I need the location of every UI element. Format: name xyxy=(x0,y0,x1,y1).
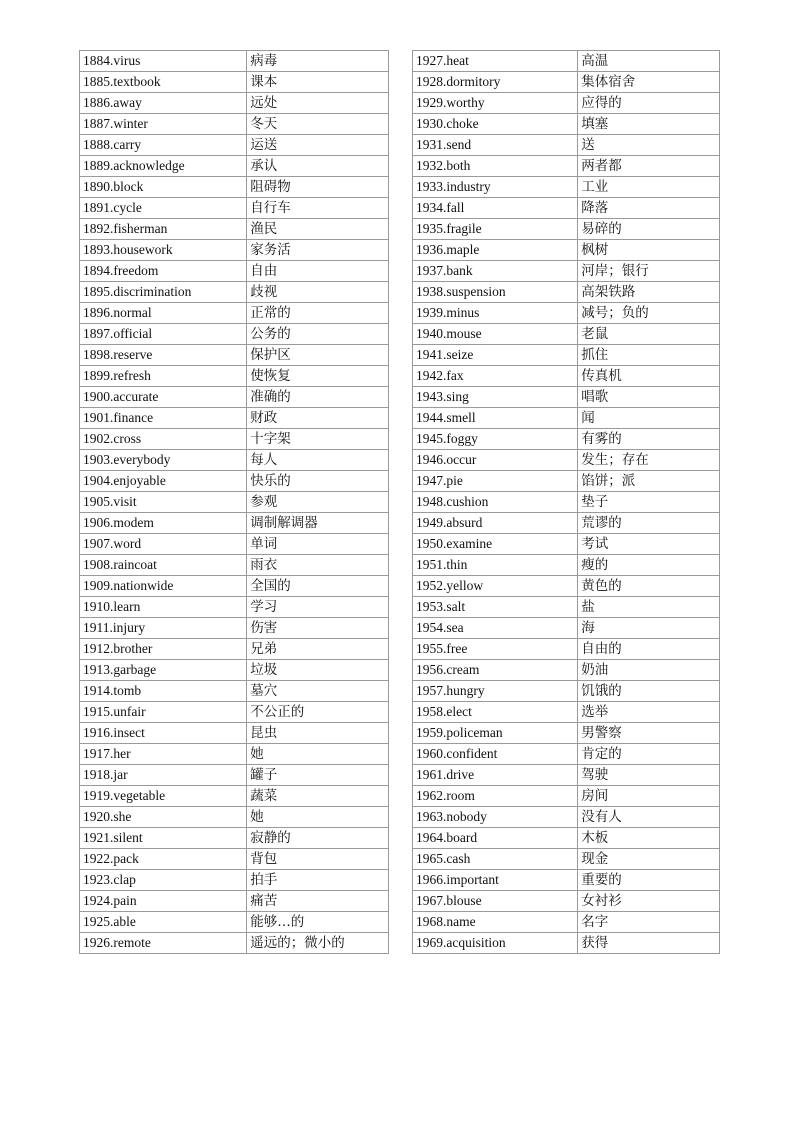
vocab-word: 1895.discrimination xyxy=(80,282,247,303)
vocab-meaning: 重要的 xyxy=(578,870,720,891)
vocab-meaning: 自行车 xyxy=(247,198,389,219)
vocab-row xyxy=(80,660,389,681)
vocab-meaning: 保护区 xyxy=(247,345,389,366)
vocab-row xyxy=(80,492,389,513)
vocab-word: 1896.normal xyxy=(80,303,247,324)
vocab-word: 1925.able xyxy=(80,912,247,933)
vocab-meaning: 瘦的 xyxy=(578,555,720,576)
vocab-meaning: 伤害 xyxy=(247,618,389,639)
vocab-row xyxy=(80,324,389,345)
vocab-row xyxy=(413,933,720,954)
vocab-meaning: 她 xyxy=(247,807,389,828)
vocab-row xyxy=(80,450,389,471)
vocab-word: 1912.brother xyxy=(80,639,247,660)
vocab-meaning: 雨衣 xyxy=(247,555,389,576)
vocab-row xyxy=(80,618,389,639)
vocab-meaning: 河岸；银行 xyxy=(578,261,720,282)
vocab-row xyxy=(413,891,720,912)
vocab-meaning: 考试 xyxy=(578,534,720,555)
vocab-row xyxy=(413,51,720,72)
vocab-meaning: 两者都 xyxy=(578,156,720,177)
vocab-word: 1947.pie xyxy=(413,471,578,492)
vocab-meaning: 学习 xyxy=(247,597,389,618)
vocab-meaning: 工业 xyxy=(578,177,720,198)
vocab-meaning: 黄色的 xyxy=(578,576,720,597)
vocab-table-right-body xyxy=(413,51,720,954)
vocab-row xyxy=(413,135,720,156)
vocab-word: 1941.seize xyxy=(413,345,578,366)
vocab-meaning: 现金 xyxy=(578,849,720,870)
vocab-word: 1951.thin xyxy=(413,555,578,576)
vocab-meaning: 全国的 xyxy=(247,576,389,597)
vocab-row xyxy=(80,177,389,198)
vocab-table-right xyxy=(412,50,720,954)
vocab-meaning: 课本 xyxy=(247,72,389,93)
vocab-meaning: 病毒 xyxy=(247,51,389,72)
vocab-word: 1930.choke xyxy=(413,114,578,135)
vocab-row xyxy=(80,702,389,723)
vocab-meaning: 唱歌 xyxy=(578,387,720,408)
vocab-row xyxy=(413,492,720,513)
vocab-meaning: 闻 xyxy=(578,408,720,429)
vocab-word: 1965.cash xyxy=(413,849,578,870)
vocab-row xyxy=(80,891,389,912)
vocab-word: 1957.hungry xyxy=(413,681,578,702)
vocab-word: 1901.finance xyxy=(80,408,247,429)
vocab-word: 1967.blouse xyxy=(413,891,578,912)
vocab-row xyxy=(80,303,389,324)
vocab-word: 1950.examine xyxy=(413,534,578,555)
vocab-word: 1886.away xyxy=(80,93,247,114)
vocab-row xyxy=(413,576,720,597)
vocab-meaning: 遥远的；微小的 xyxy=(247,933,389,954)
vocab-row xyxy=(80,93,389,114)
vocab-meaning: 使恢复 xyxy=(247,366,389,387)
vocab-meaning: 阻碍物 xyxy=(247,177,389,198)
vocab-row xyxy=(80,597,389,618)
vocab-word: 1934.fall xyxy=(413,198,578,219)
vocab-meaning: 她 xyxy=(247,744,389,765)
vocab-row xyxy=(80,408,389,429)
vocab-row xyxy=(80,807,389,828)
vocab-meaning: 歧视 xyxy=(247,282,389,303)
vocab-word: 1946.occur xyxy=(413,450,578,471)
vocab-meaning: 易碎的 xyxy=(578,219,720,240)
vocab-row xyxy=(80,387,389,408)
vocab-meaning: 房间 xyxy=(578,786,720,807)
vocab-meaning: 填塞 xyxy=(578,114,720,135)
vocab-meaning: 垫子 xyxy=(578,492,720,513)
vocab-word: 1915.unfair xyxy=(80,702,247,723)
vocab-row xyxy=(413,660,720,681)
vocab-word: 1916.insect xyxy=(80,723,247,744)
vocab-word: 1931.send xyxy=(413,135,578,156)
vocab-meaning: 海 xyxy=(578,618,720,639)
vocab-word: 1927.heat xyxy=(413,51,578,72)
vocab-meaning: 调制解调器 xyxy=(247,513,389,534)
vocab-row xyxy=(80,72,389,93)
vocab-word: 1897.official xyxy=(80,324,247,345)
vocab-meaning: 自由的 xyxy=(578,639,720,660)
vocab-word: 1922.pack xyxy=(80,849,247,870)
vocab-word: 1949.absurd xyxy=(413,513,578,534)
vocab-row xyxy=(413,849,720,870)
vocab-row xyxy=(80,870,389,891)
vocab-word: 1959.policeman xyxy=(413,723,578,744)
vocab-word: 1932.both xyxy=(413,156,578,177)
vocab-meaning: 应得的 xyxy=(578,93,720,114)
vocab-word: 1917.her xyxy=(80,744,247,765)
vocab-row xyxy=(80,933,389,954)
vocab-row xyxy=(413,639,720,660)
vocab-meaning: 蔬菜 xyxy=(247,786,389,807)
vocab-meaning: 准确的 xyxy=(247,387,389,408)
vocab-meaning: 拍手 xyxy=(247,870,389,891)
vocab-row xyxy=(413,261,720,282)
vocab-meaning: 不公正的 xyxy=(247,702,389,723)
vocab-meaning: 名字 xyxy=(578,912,720,933)
vocab-word: 1968.name xyxy=(413,912,578,933)
vocab-word: 1964.board xyxy=(413,828,578,849)
vocab-row xyxy=(413,156,720,177)
vocab-word: 1903.everybody xyxy=(80,450,247,471)
vocab-row xyxy=(80,534,389,555)
vocab-word: 1944.smell xyxy=(413,408,578,429)
vocab-row xyxy=(413,282,720,303)
vocab-meaning: 远处 xyxy=(247,93,389,114)
vocab-word: 1952.yellow xyxy=(413,576,578,597)
vocab-row xyxy=(413,303,720,324)
vocab-meaning: 驾驶 xyxy=(578,765,720,786)
vocab-row xyxy=(80,51,389,72)
vocab-row xyxy=(80,723,389,744)
vocab-word: 1958.elect xyxy=(413,702,578,723)
vocab-meaning: 能够…的 xyxy=(247,912,389,933)
vocab-meaning: 降落 xyxy=(578,198,720,219)
vocab-row xyxy=(413,345,720,366)
vocab-row xyxy=(413,870,720,891)
vocab-word: 1899.refresh xyxy=(80,366,247,387)
vocab-word: 1960.confident xyxy=(413,744,578,765)
vocab-word: 1955.free xyxy=(413,639,578,660)
vocab-word: 1943.sing xyxy=(413,387,578,408)
vocab-word: 1910.learn xyxy=(80,597,247,618)
vocab-row xyxy=(413,702,720,723)
vocab-word: 1918.jar xyxy=(80,765,247,786)
vocab-row xyxy=(413,807,720,828)
vocab-row xyxy=(413,177,720,198)
vocab-word: 1891.cycle xyxy=(80,198,247,219)
vocab-word: 1937.bank xyxy=(413,261,578,282)
vocab-meaning: 承认 xyxy=(247,156,389,177)
vocab-row xyxy=(80,744,389,765)
vocab-row xyxy=(413,912,720,933)
vocab-word: 1914.tomb xyxy=(80,681,247,702)
vocab-row xyxy=(80,429,389,450)
vocab-row xyxy=(80,555,389,576)
vocab-meaning: 公务的 xyxy=(247,324,389,345)
vocab-meaning: 正常的 xyxy=(247,303,389,324)
vocab-meaning: 送 xyxy=(578,135,720,156)
vocab-word: 1902.cross xyxy=(80,429,247,450)
vocab-row xyxy=(413,429,720,450)
vocab-row xyxy=(80,261,389,282)
vocab-meaning: 老鼠 xyxy=(578,324,720,345)
vocab-meaning: 枫树 xyxy=(578,240,720,261)
vocab-meaning: 选举 xyxy=(578,702,720,723)
vocab-meaning: 墓穴 xyxy=(247,681,389,702)
vocab-meaning: 获得 xyxy=(578,933,720,954)
vocab-word: 1924.pain xyxy=(80,891,247,912)
vocab-word: 1921.silent xyxy=(80,828,247,849)
vocab-row xyxy=(413,114,720,135)
vocab-row xyxy=(413,828,720,849)
vocab-meaning: 盐 xyxy=(578,597,720,618)
vocab-row xyxy=(413,513,720,534)
vocab-meaning: 传真机 xyxy=(578,366,720,387)
vocab-meaning: 高温 xyxy=(578,51,720,72)
vocab-word: 1953.salt xyxy=(413,597,578,618)
vocab-meaning: 女衬衫 xyxy=(578,891,720,912)
vocab-word: 1889.acknowledge xyxy=(80,156,247,177)
vocab-row xyxy=(80,576,389,597)
vocab-meaning: 寂静的 xyxy=(247,828,389,849)
vocab-row xyxy=(80,114,389,135)
vocab-meaning: 木板 xyxy=(578,828,720,849)
vocab-row xyxy=(80,765,389,786)
vocab-row xyxy=(413,198,720,219)
vocab-row xyxy=(413,786,720,807)
vocab-meaning: 背包 xyxy=(247,849,389,870)
vocab-word: 1923.clap xyxy=(80,870,247,891)
vocab-meaning: 垃圾 xyxy=(247,660,389,681)
vocab-word: 1929.worthy xyxy=(413,93,578,114)
vocab-word: 1919.vegetable xyxy=(80,786,247,807)
vocab-row xyxy=(80,828,389,849)
vocab-meaning: 馅饼；派 xyxy=(578,471,720,492)
vocab-meaning: 快乐的 xyxy=(247,471,389,492)
vocab-meaning: 运送 xyxy=(247,135,389,156)
vocab-meaning: 单词 xyxy=(247,534,389,555)
vocab-row xyxy=(80,156,389,177)
vocab-word: 1890.block xyxy=(80,177,247,198)
vocab-meaning: 家务活 xyxy=(247,240,389,261)
vocab-row xyxy=(413,93,720,114)
vocab-word: 1963.nobody xyxy=(413,807,578,828)
vocab-row xyxy=(80,849,389,870)
vocab-meaning: 没有人 xyxy=(578,807,720,828)
vocab-word: 1962.room xyxy=(413,786,578,807)
vocab-word: 1945.foggy xyxy=(413,429,578,450)
vocab-row xyxy=(80,198,389,219)
vocab-word: 1904.enjoyable xyxy=(80,471,247,492)
vocab-meaning: 肯定的 xyxy=(578,744,720,765)
vocab-row xyxy=(413,387,720,408)
vocab-word: 1900.accurate xyxy=(80,387,247,408)
vocab-word: 1961.drive xyxy=(413,765,578,786)
vocab-row xyxy=(80,639,389,660)
vocab-row xyxy=(413,324,720,345)
vocab-row xyxy=(413,765,720,786)
vocab-row xyxy=(413,219,720,240)
vocab-row xyxy=(80,681,389,702)
vocab-row xyxy=(413,681,720,702)
vocab-word: 1894.freedom xyxy=(80,261,247,282)
vocab-table-left xyxy=(79,50,389,954)
vocab-row xyxy=(413,618,720,639)
vocab-word: 1892.fisherman xyxy=(80,219,247,240)
vocab-word: 1913.garbage xyxy=(80,660,247,681)
vocab-word: 1939.minus xyxy=(413,303,578,324)
vocab-word: 1933.industry xyxy=(413,177,578,198)
vocab-word: 1884.virus xyxy=(80,51,247,72)
vocab-word: 1942.fax xyxy=(413,366,578,387)
vocab-meaning: 有雾的 xyxy=(578,429,720,450)
vocab-meaning: 减号；负的 xyxy=(578,303,720,324)
vocab-row xyxy=(413,450,720,471)
vocab-meaning: 兄弟 xyxy=(247,639,389,660)
vocab-row xyxy=(413,366,720,387)
vocab-word: 1885.textbook xyxy=(80,72,247,93)
vocab-word: 1911.injury xyxy=(80,618,247,639)
vocab-row xyxy=(413,744,720,765)
vocab-meaning: 每人 xyxy=(247,450,389,471)
vocab-meaning: 奶油 xyxy=(578,660,720,681)
vocab-row xyxy=(80,240,389,261)
vocab-row xyxy=(413,534,720,555)
vocab-meaning: 十字架 xyxy=(247,429,389,450)
vocab-word: 1956.cream xyxy=(413,660,578,681)
vocab-word: 1893.housework xyxy=(80,240,247,261)
vocab-row xyxy=(413,240,720,261)
vocab-row xyxy=(413,597,720,618)
vocab-meaning: 罐子 xyxy=(247,765,389,786)
vocab-word: 1940.mouse xyxy=(413,324,578,345)
vocab-row xyxy=(80,219,389,240)
vocab-word: 1906.modem xyxy=(80,513,247,534)
vocab-meaning: 抓住 xyxy=(578,345,720,366)
vocab-meaning: 昆虫 xyxy=(247,723,389,744)
vocab-word: 1928.dormitory xyxy=(413,72,578,93)
vocab-row xyxy=(80,345,389,366)
vocab-word: 1936.maple xyxy=(413,240,578,261)
vocab-word: 1905.visit xyxy=(80,492,247,513)
vocab-meaning: 荒谬的 xyxy=(578,513,720,534)
vocab-row xyxy=(413,471,720,492)
vocab-table-left-body xyxy=(80,51,389,954)
vocab-row xyxy=(413,555,720,576)
vocab-word: 1907.word xyxy=(80,534,247,555)
vocab-meaning: 渔民 xyxy=(247,219,389,240)
vocab-word: 1898.reserve xyxy=(80,345,247,366)
vocab-word: 1954.sea xyxy=(413,618,578,639)
vocab-word: 1935.fragile xyxy=(413,219,578,240)
vocab-word: 1966.important xyxy=(413,870,578,891)
vocab-word: 1969.acquisition xyxy=(413,933,578,954)
vocab-meaning: 财政 xyxy=(247,408,389,429)
vocab-row xyxy=(80,513,389,534)
vocab-word: 1909.nationwide xyxy=(80,576,247,597)
vocab-row xyxy=(80,282,389,303)
vocab-meaning: 自由 xyxy=(247,261,389,282)
vocab-row xyxy=(80,786,389,807)
vocab-row xyxy=(80,471,389,492)
vocab-row xyxy=(413,72,720,93)
vocab-row xyxy=(80,135,389,156)
vocab-word: 1908.raincoat xyxy=(80,555,247,576)
vocab-meaning: 冬天 xyxy=(247,114,389,135)
vocab-word: 1938.suspension xyxy=(413,282,578,303)
vocab-row xyxy=(413,408,720,429)
vocab-meaning: 痛苦 xyxy=(247,891,389,912)
vocab-word: 1920.she xyxy=(80,807,247,828)
vocab-meaning: 男警察 xyxy=(578,723,720,744)
vocab-row xyxy=(413,723,720,744)
vocab-word: 1948.cushion xyxy=(413,492,578,513)
vocab-word: 1888.carry xyxy=(80,135,247,156)
vocab-meaning: 饥饿的 xyxy=(578,681,720,702)
vocab-meaning: 集体宿舍 xyxy=(578,72,720,93)
vocab-meaning: 高架铁路 xyxy=(578,282,720,303)
vocab-word: 1887.winter xyxy=(80,114,247,135)
vocab-meaning: 参观 xyxy=(247,492,389,513)
vocab-row xyxy=(80,912,389,933)
vocab-meaning: 发生；存在 xyxy=(578,450,720,471)
vocab-word: 1926.remote xyxy=(80,933,247,954)
vocab-row xyxy=(80,366,389,387)
